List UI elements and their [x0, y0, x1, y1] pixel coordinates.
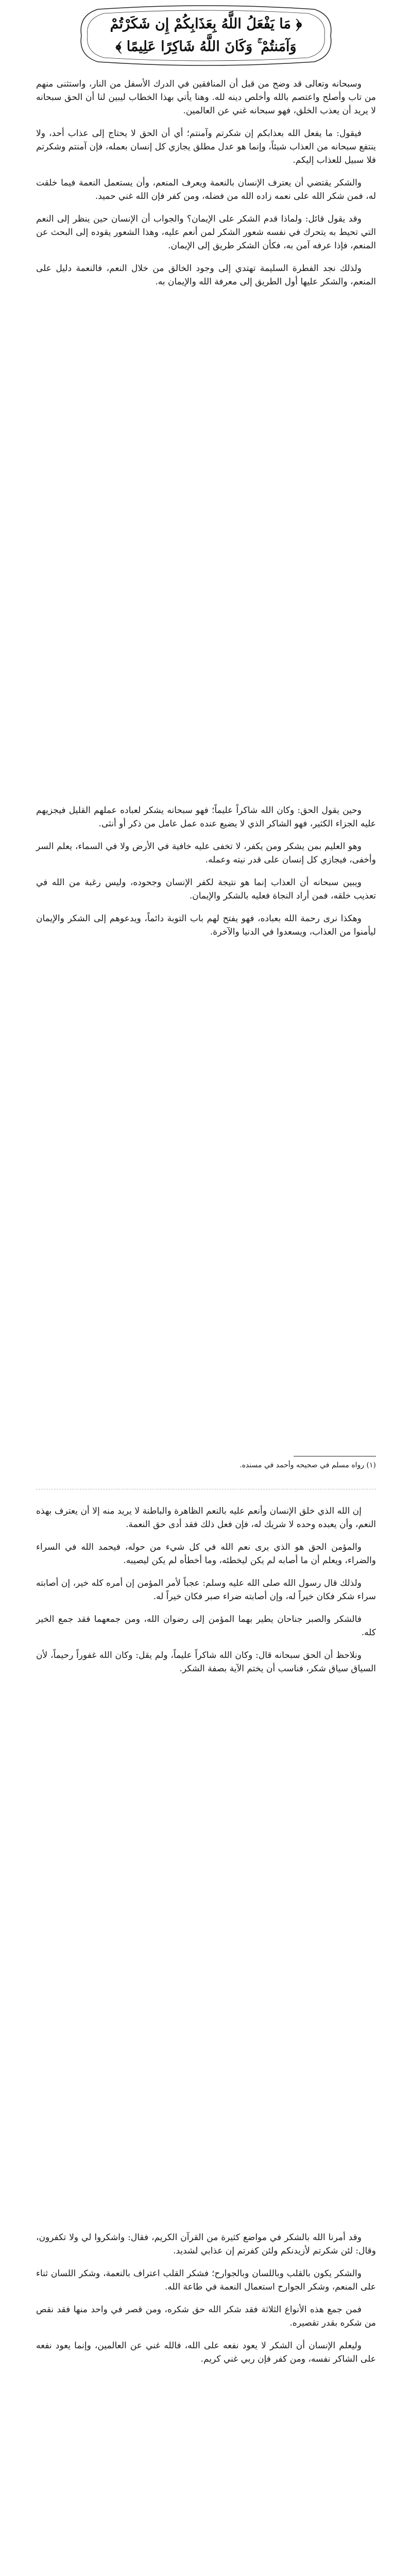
commentary-section-2 [36, 804, 376, 948]
paragraph: والشكر يقتضي أن يعترف الإنسان بالنعمة ويعرف المنعم، وأن يستعمل النعمة فيما خلقت له، فمن شكر الله على نعمه زاده الله من فضله، ومن كفر فإن الله غني حميد. [36, 178, 376, 201]
paragraph: والشكر يكون بالقلب وباللسان وبالجوارح؛ فشكر القلب اعتراف بالنعمة، وشكر اللسان ثناء على المنعم، وشكر الجوارح استعمال النعمة في طاعة الله. [36, 2268, 376, 2292]
paragraph: وهكذا نرى رحمة الله بعباده، فهو يفتح لهم باب التوبة دائماً، ويدعوهم إلى الشكر والإيمان ليأمنوا من العذاب، ويسعدوا في الدنيا والآخرة. [36, 913, 376, 937]
paragraph: فمن جمع هذه الأنواع الثلاثة فقد شكر الله حق شكره، ومن قصر في واحد منها فقد نقص من شكره بقدر تقصيره. [36, 2304, 376, 2328]
paragraph: وحين يقول الحق: وكان الله شاكراً عليماً؛ فهو سبحانه يشكر لعباده عملهم القليل فيجزيهم عليه الجزاء الكثير، فهو الشاكر الذي لا يضيع عنده عمل عامل من ذكر أو أنثى. [36, 805, 376, 829]
paragraph: إن الله الذي خلق الإنسان وأنعم عليه بالنعم الظاهرة والباطنة لا يريد منه إلا أن يعترف بهذه النعم، وأن يعبده وحده لا شريك له، فإن فعل ذلك فقد أدى حق النعمة. [36, 1506, 376, 1530]
paragraph: وقد أمرنا الله بالشكر في مواضع كثيرة من القرآن الكريم، فقال: واشكروا لي ولا تكفرون، وقال: لئن شكرتم لأزيدنكم ولئن كفرتم إن عذابي لشديد. [36, 2232, 376, 2256]
paragraph: ويبين سبحانه أن العذاب إنما هو نتيجة لكفر الإنسان وجحوده، وليس رغبة من الله في تعذيب خلقه، فمن أراد النجاة فعليه بالشكر والإيمان. [36, 877, 376, 901]
paragraph: وقد يقول قائل: ولماذا قدم الشكر على الإيمان؟ والجواب أن الإنسان حين ينظر إلى النعم التي تحيط به يتحرك في نفسه شعور الشكر لمن أنعم عليه، وهذا الشعور يقوده إلى البحث عن المنعم، فإذا عرفه آمن به، فكأن الشكر طريق إلى الإيمان. [36, 214, 376, 251]
commentary-section-3 [36, 1504, 376, 1685]
paragraph: وهو العليم بمن يشكر ومن يكفر، لا تخفى عليه خافية في الأرض ولا في السماء، يعلم السر وأخفى، فيجازي كل إنسان على قدر نيته وعمله. [36, 841, 376, 865]
header-verse-banner [77, 5, 335, 66]
paragraph: ونلاحظ أن الحق سبحانه قال: وكان الله شاكراً عليماً، ولم يقل: وكان الله غفوراً رحيماً، لأن السياق سياق شكر، فناسب أن يختم الآية بصفة الشكر. [36, 1650, 376, 1674]
paragraph: ولذلك قال رسول الله صلى الله عليه وسلم: عجباً لأمر المؤمن إن أمره كله خير، إن أصابته سراء شكر فكان خيراً له، وإن أصابته ضراء صبر فكان خيراً له. [36, 1578, 376, 1602]
commentary-section-4 [36, 2231, 376, 2375]
paragraph: فالشكر والصبر جناحان يطير بهما المؤمن إلى رضوان الله، ومن جمعهما فقد جمع الخير كله. [36, 1614, 376, 1638]
commentary-section-1 [36, 77, 376, 298]
paragraph: ولذلك نجد الفطرة السليمة تهتدي إلى وجود الخالق من خلال النعم، فالنعمة دليل على المنعم، والشكر عليها أول الطريق إلى معرفة الله والإيمان به. [36, 263, 376, 287]
paragraph: فيقول: ما يفعل الله بعذابكم إن شكرتم وآمنتم؛ أي أن الحق لا يحتاج إلى عذاب أحد، ولا ينتفع سبحانه من العذاب شيئاً، وإنما هو عدل مطلق يجازي كل إنسان بعمله، فإن آمنتم وشكرتم فلا سبيل للعذاب إليكم. [36, 128, 376, 165]
paragraph: وسبحانه وتعالى قد وضح من قبل أن المنافقين في الدرك الأسفل من النار، واستثنى منهم من تاب وأصلح واعتصم بالله وأخلص دينه لله. وهنا يأتي بهذا الخطاب ليبين لنا أن الحق سبحانه لا يريد أن يعذب الخلق، فهو سبحانه غني عن العالمين. [36, 79, 376, 116]
paragraph: والمؤمن الحق هو الذي يرى نعم الله في كل شيء من حوله، فيحمد الله في السراء والضراء، ويعلم أن ما أصابه لم يكن ليخطئه، وما أخطأه لم يكن ليصيبه. [36, 1542, 376, 1566]
footnote: (١) رواه مسلم في صحيحه وأحمد في مسنده. [239, 1461, 376, 1469]
header-verse-text: ﴿ مَا يَفْعَلُ اللَّهُ بِعَذَابِكُمْ إِن شَكَرْتُمْ وَآمَنتُمْ ۚ وَكَانَ اللَّهُ شَاكِرًا عَلِيمًا ﴾ [110, 16, 302, 55]
paragraph: وليعلم الإنسان أن الشكر لا يعود نفعه على الله، فالله غني عن العالمين، وإنما يعود نفعه على الشاكر نفسه، ومن كفر فإن ربي غني كريم. [36, 2341, 376, 2364]
